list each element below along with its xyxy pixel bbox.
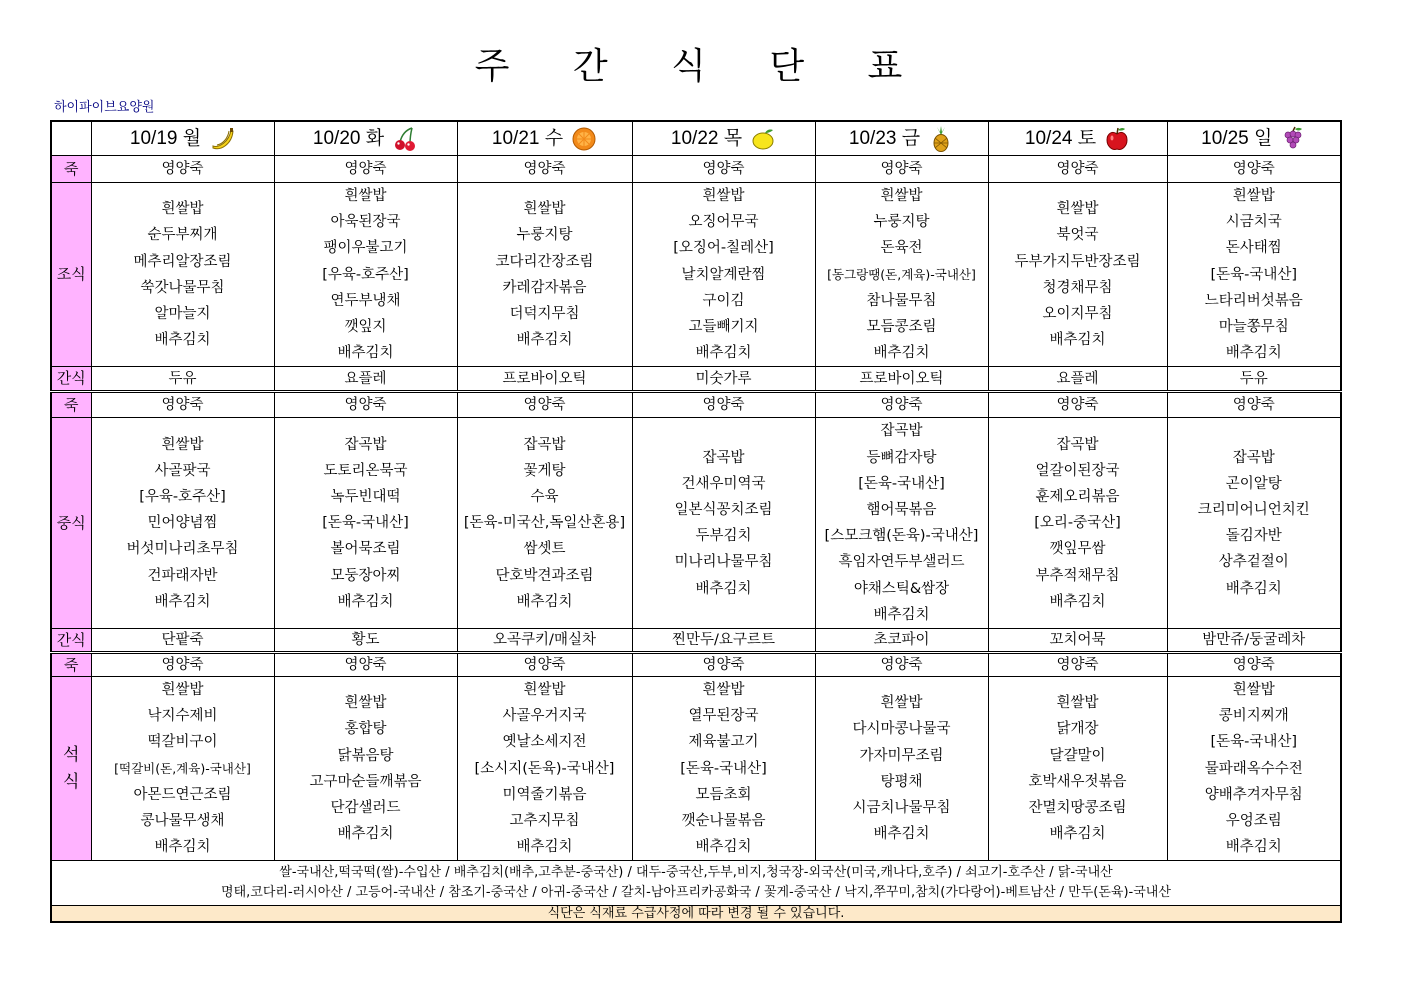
- menu-item: 우엉조림: [1225, 813, 1282, 830]
- porridge-row: [51, 653, 1341, 677]
- menu-item: 콩나물무생채: [140, 813, 225, 830]
- porridge-cell: 영양죽: [988, 653, 1167, 677]
- porridge-cell: 영양죽: [274, 156, 457, 183]
- menu-item: 흰쌀밥: [1056, 695, 1099, 712]
- menu-item: 배추김치: [695, 839, 752, 856]
- menu-item: 미역줄기볶음: [502, 786, 587, 803]
- menu-item: 흰쌀밥: [161, 436, 204, 453]
- menu-item: 시금치나물무침: [852, 799, 951, 816]
- menu-item: 배추김치: [1049, 593, 1106, 610]
- menu-item: 배추김치: [1225, 839, 1282, 856]
- menu-item: 얼갈이된장국: [1035, 462, 1120, 479]
- day-label: 10/21 수: [491, 127, 564, 149]
- notice-text: 식단은 식재료 수급사정에 따라 변경 될 수 있습니다.: [51, 906, 1341, 923]
- menu-item: 상추겉절이: [1218, 554, 1289, 571]
- menu-item: 사골우거지국: [502, 708, 587, 725]
- menu-item: 배추김치: [516, 593, 573, 610]
- breakfast-cell: [988, 183, 1167, 367]
- menu-item: 돈사태찜: [1225, 240, 1282, 257]
- menu-item: 햄어묵볶음: [866, 502, 937, 519]
- row-label-lunch: 중식: [51, 418, 91, 629]
- porridge-cell: 영양죽: [274, 653, 457, 677]
- menu-item: [돈육-미국산,독일산혼용]: [463, 515, 626, 532]
- menu-item: 배추김치: [1049, 826, 1106, 843]
- menu-item: 모듬콩조림: [866, 319, 937, 336]
- lunch-cell: [1167, 418, 1341, 629]
- menu-item: 흰쌀밥: [1232, 188, 1275, 204]
- snack-cell: 프로바이오틱: [815, 367, 988, 392]
- breakfast-cell: [1167, 183, 1341, 367]
- menu-item: [돈육-국내산]: [1210, 266, 1298, 283]
- lunch-cell: [91, 418, 274, 629]
- menu-item: 건새우미역국: [681, 475, 766, 492]
- day-header: [632, 121, 815, 156]
- menu-item: 북엇국: [1056, 227, 1099, 244]
- menu-item: 버섯미나리초무침: [126, 541, 239, 558]
- porridge-cell: 영양죽: [1167, 156, 1341, 183]
- menu-item: [오징어-칠레산]: [673, 240, 774, 257]
- snack-cell: 요플레: [988, 367, 1167, 392]
- menu-item: [오리-중국산]: [1034, 515, 1121, 532]
- day-label: 10/22 목: [670, 127, 743, 149]
- menu-item: 배추김치: [873, 826, 930, 843]
- menu-item: 두부김치: [695, 528, 752, 545]
- menu-item: 배추김치: [516, 839, 573, 856]
- menu-item: 크리미어니언치킨: [1197, 502, 1310, 519]
- menu-item: 깻순나물볶음: [681, 813, 766, 830]
- day-header: [815, 121, 988, 156]
- menu-item: 수육: [530, 488, 559, 505]
- row-label-dinner: [51, 677, 91, 861]
- snack-pm-row: [51, 629, 1341, 653]
- menu-item: 흰쌀밥: [161, 682, 204, 699]
- menu-item: 누룽지탕: [516, 227, 573, 244]
- menu-item: 호박새우젓볶음: [1028, 773, 1127, 790]
- menu-item: 닭개장: [1056, 721, 1099, 738]
- menu-item: 배추김치: [337, 345, 394, 362]
- day-header: [91, 121, 274, 156]
- menu-item: [떡갈비(돈,계육)-국내산]: [114, 760, 251, 776]
- menu-item: 흰쌀밥: [880, 695, 923, 712]
- header-row: [51, 121, 1341, 156]
- menu-item: 콩비지찌개: [1218, 708, 1289, 725]
- dinner-cell: [815, 677, 988, 861]
- porridge-cell: 영양죽: [457, 156, 632, 183]
- menu-item: 배추김치: [154, 332, 211, 349]
- grape-icon: [1280, 126, 1306, 152]
- menu-item: 순두부찌개: [147, 227, 218, 244]
- cherry-icon: [392, 126, 418, 152]
- menu-item: 열무된장국: [688, 708, 759, 725]
- day-label: 10/23 금: [848, 127, 921, 149]
- porridge-cell: 영양죽: [815, 392, 988, 418]
- menu-item: 연두부냉채: [330, 292, 401, 309]
- snack-cell: 프로바이오틱: [457, 367, 632, 392]
- row-label-snack: 간식: [51, 629, 91, 653]
- menu-item: 일본식꽁치조림: [674, 502, 773, 519]
- dinner-label-2: 식: [63, 771, 80, 792]
- porridge-row: [51, 392, 1341, 418]
- menu-item: 단감샐러드: [330, 799, 401, 816]
- breakfast-cell: [632, 183, 815, 367]
- porridge-cell: 영양죽: [91, 392, 274, 418]
- menu-item: 오징어무국: [688, 214, 759, 231]
- org-name: 하이파이브요양원: [54, 100, 155, 115]
- porridge-cell: 영양죽: [815, 653, 988, 677]
- menu-item: 배추김치: [516, 332, 573, 349]
- origin-info: [51, 861, 1341, 906]
- porridge-cell: 영양죽: [988, 392, 1167, 418]
- menu-item: 고추지무침: [509, 813, 580, 830]
- menu-item: 잔멸치땅콩조림: [1028, 799, 1127, 816]
- menu-item: 모둥장아찌: [330, 567, 401, 584]
- menu-item: 흰쌀밥: [523, 682, 566, 699]
- menu-item: 흰쌀밥: [702, 188, 745, 204]
- snack-cell: 초코파이: [815, 629, 988, 653]
- menu-item: 더덕지무침: [509, 305, 580, 322]
- menu-item: 구이김: [702, 292, 745, 309]
- menu-item: 닭볶음탕: [337, 747, 394, 764]
- menu-item: 흰쌀밥: [344, 188, 387, 204]
- row-label-porridge: 죽: [51, 392, 91, 418]
- breakfast-cell: [815, 183, 988, 367]
- menu-item: [소시지(돈육)-국내산]: [474, 760, 615, 777]
- menu-item: 탕평채: [880, 773, 923, 790]
- porridge-cell: 영양죽: [91, 653, 274, 677]
- menu-item: [돈육-국내산]: [322, 515, 409, 532]
- menu-item: 흰쌀밥: [1232, 682, 1275, 699]
- menu-item: [우육-호주산]: [322, 266, 409, 283]
- menu-item: 두부가지두반장조림: [1014, 253, 1141, 270]
- menu-item: 청경채무침: [1042, 279, 1113, 296]
- menu-item: 팽이우불고기: [323, 240, 408, 257]
- menu-item: 배추김치: [337, 593, 394, 610]
- corner-cell: [51, 121, 91, 156]
- menu-item: 배추김치: [695, 345, 752, 362]
- menu-item: 알마늘지: [154, 305, 211, 322]
- menu-table: [50, 120, 1342, 923]
- menu-item: 잡곡밥: [880, 423, 923, 440]
- day-label: 10/20 화: [312, 127, 385, 149]
- menu-item: 코다리간장조림: [495, 253, 594, 270]
- day-label: 10/19 월: [129, 127, 202, 149]
- snack-cell: 단팥죽: [91, 629, 274, 653]
- menu-item: 아욱된장국: [330, 214, 401, 231]
- menu-item: 볼어묵조림: [330, 541, 401, 558]
- dinner-cell: [1167, 677, 1341, 861]
- menu-item: [동그랑땡(돈,계육)-국내산]: [827, 266, 976, 282]
- row-label-breakfast: 조식: [51, 183, 91, 367]
- day-label: 10/25 일: [1201, 127, 1273, 149]
- breakfast-cell: [457, 183, 632, 367]
- orange-icon: [571, 126, 597, 152]
- menu-item: 등뼈감자탕: [866, 449, 937, 466]
- porridge-cell: 영양죽: [457, 653, 632, 677]
- menu-item: 배추김치: [1225, 580, 1282, 597]
- menu-item: 배추김치: [1225, 345, 1282, 362]
- menu-item: 홍합탕: [344, 721, 387, 738]
- menu-item: 꽃게탕: [523, 462, 566, 479]
- menu-item: [돈육-국내산]: [680, 760, 767, 777]
- snack-cell: 황도: [274, 629, 457, 653]
- menu-item: 미나리나물무침: [674, 554, 773, 571]
- lunch-cell: [815, 418, 988, 629]
- porridge-cell: 영양죽: [91, 156, 274, 183]
- lunch-cell: [988, 418, 1167, 629]
- notice-row: [51, 906, 1341, 923]
- menu-item: 민어양념찜: [147, 515, 218, 532]
- pineapple-icon: [928, 126, 954, 152]
- menu-item: 가자미무조림: [859, 747, 944, 764]
- menu-item: 배추김치: [873, 345, 930, 362]
- snack-cell: 미숫가루: [632, 367, 815, 392]
- menu-item: 카레감자볶음: [502, 279, 587, 296]
- menu-item: 잡곡밥: [523, 436, 566, 453]
- snack-cell: 요플레: [274, 367, 457, 392]
- menu-item: 고들빼기지: [688, 319, 759, 336]
- porridge-cell: 영양죽: [632, 392, 815, 418]
- menu-item: 건파래자반: [147, 567, 218, 584]
- porridge-cell: 영양죽: [632, 653, 815, 677]
- menu-item: 깻잎무쌈: [1049, 541, 1106, 558]
- menu-item: 부추적채무침: [1035, 567, 1120, 584]
- menu-item: 흰쌀밥: [1056, 201, 1099, 218]
- menu-item: 잡곡밥: [344, 436, 387, 453]
- menu-item: 배추김치: [1049, 332, 1106, 349]
- menu-item: 돌김자반: [1225, 528, 1282, 545]
- origin-row: [51, 861, 1341, 906]
- menu-item: [스모크햄(돈육)-국내산]: [824, 528, 979, 545]
- snack-cell: 두유: [91, 367, 274, 392]
- menu-item: 배추김치: [695, 580, 752, 597]
- menu-item: 모듬초회: [695, 786, 752, 803]
- menu-item: 녹두빈대떡: [330, 488, 401, 505]
- snack-cell: 오곡쿠키/매실차: [457, 629, 632, 653]
- menu-item: 메추리알장조림: [133, 253, 232, 270]
- row-label-porridge: 죽: [51, 156, 91, 183]
- menu-item: 단호박견과조림: [495, 567, 594, 584]
- porridge-cell: 영양죽: [457, 392, 632, 418]
- menu-item: 잡곡밥: [1056, 436, 1099, 453]
- menu-item: 물파래옥수수전: [1204, 760, 1303, 777]
- porridge-cell: 영양죽: [274, 392, 457, 418]
- menu-item: 흰쌀밥: [702, 682, 745, 699]
- porridge-cell: 영양죽: [1167, 653, 1341, 677]
- lemon-icon: [750, 126, 776, 152]
- row-label-porridge: 죽: [51, 653, 91, 677]
- menu-item: [돈육-국내산]: [858, 475, 945, 492]
- dinner-row: [51, 677, 1341, 861]
- menu-item: 시금치국: [1225, 214, 1282, 231]
- menu-item: 아몬드연근조림: [133, 786, 232, 803]
- menu-item: 제육불고기: [688, 734, 759, 751]
- menu-item: 누룽지탕: [873, 214, 930, 231]
- dinner-cell: [988, 677, 1167, 861]
- origin-line: 쌀-국내산,떡국떡(쌀)-수입산 / 배추김치(배추,고추분-중국산) / 대두-중국산,두부,비지,청국장-외국산(미국,캐나다,호주) / 쇠고기-호주산 / 닭-국내산: [279, 864, 1113, 880]
- snack-cell: 찐만두/요구르트: [632, 629, 815, 653]
- menu-item: 곤이알탕: [1225, 475, 1282, 492]
- snack-cell: 밤만쥬/둥굴레차: [1167, 629, 1341, 653]
- porridge-row: [51, 156, 1341, 183]
- day-label: 10/24 토: [1024, 127, 1097, 149]
- menu-item: 사골팟국: [154, 462, 211, 479]
- menu-item: 쌈셋트: [523, 541, 566, 558]
- page-title: 주 간 식 단 표: [474, 46, 929, 87]
- lunch-cell: [274, 418, 457, 629]
- snack-cell: 두유: [1167, 367, 1341, 392]
- menu-item: 돈육전: [880, 240, 923, 257]
- menu-item: 다시마콩나물국: [852, 721, 951, 738]
- menu-item: 쑥갓나물무침: [140, 279, 225, 296]
- menu-item: 흰쌀밥: [880, 188, 923, 204]
- dinner-label-1: 석: [63, 745, 80, 766]
- origin-line: 명태,코다리-러시아산 / 고등어-국내산 / 참조기-중국산 / 아귀-중국산 / 갈치-남아프리카공화국 / 꽃게-중국산 / 낙지,쭈꾸미,참치(가다랑어)-베트남산 / 만두(돈육)-국내산: [221, 885, 1171, 901]
- porridge-cell: 영양죽: [988, 156, 1167, 183]
- menu-item: 흰쌀밥: [161, 201, 204, 218]
- menu-item: 야채스틱&쌈장: [853, 580, 950, 597]
- lunch-row: [51, 418, 1341, 629]
- porridge-cell: 영양죽: [1167, 392, 1341, 418]
- menu-item: 양배추겨자무침: [1204, 786, 1303, 803]
- menu-item: 흑임자연두부샐러드: [838, 554, 965, 571]
- day-header: [1167, 121, 1341, 156]
- dinner-cell: [274, 677, 457, 861]
- porridge-cell: 영양죽: [632, 156, 815, 183]
- menu-item: 마늘쫑무침: [1218, 319, 1289, 336]
- menu-item: 떡갈비구이: [147, 734, 218, 751]
- menu-item: 도토리온묵국: [323, 462, 408, 479]
- menu-item: 오이지무침: [1042, 305, 1113, 322]
- breakfast-cell: [274, 183, 457, 367]
- apple-icon: [1104, 126, 1130, 152]
- banana-icon: [209, 126, 235, 152]
- snack-am-row: [51, 367, 1341, 392]
- row-label-snack: 간식: [51, 367, 91, 392]
- menu-item: 흰쌀밥: [344, 695, 387, 712]
- breakfast-cell: [91, 183, 274, 367]
- dinner-cell: [632, 677, 815, 861]
- menu-item: 배추김치: [154, 839, 211, 856]
- menu-item: 달걀말이: [1049, 747, 1106, 764]
- menu-item: 배추김치: [873, 606, 930, 623]
- lunch-cell: [457, 418, 632, 629]
- snack-cell: 꼬치어묵: [988, 629, 1167, 653]
- day-header: [274, 121, 457, 156]
- dinner-cell: [91, 677, 274, 861]
- lunch-cell: [632, 418, 815, 629]
- menu-item: 배추김치: [337, 826, 394, 843]
- menu-item: [우육-호주산]: [139, 488, 226, 505]
- menu-item: [돈육-국내산]: [1210, 734, 1298, 751]
- menu-item: 느타리버섯볶음: [1204, 292, 1303, 309]
- menu-item: 옛날소세지전: [502, 734, 587, 751]
- menu-item: 참나물무침: [866, 292, 937, 309]
- menu-item: 깻잎지: [344, 319, 387, 336]
- breakfast-row: [51, 183, 1341, 367]
- menu-item: 낙지수제비: [147, 708, 218, 725]
- menu-item: 고구마순들깨볶음: [309, 773, 422, 790]
- menu-item: 흰쌀밥: [523, 201, 566, 218]
- menu-item: 잡곡밥: [702, 449, 745, 466]
- porridge-cell: 영양죽: [815, 156, 988, 183]
- day-header: [457, 121, 632, 156]
- menu-item: 날치알계란찜: [681, 266, 766, 283]
- menu-item: 배추김치: [154, 593, 211, 610]
- dinner-cell: [457, 677, 632, 861]
- menu-item: 잡곡밥: [1232, 449, 1275, 466]
- menu-item: 훈제오리볶음: [1035, 488, 1120, 505]
- day-header: [988, 121, 1167, 156]
